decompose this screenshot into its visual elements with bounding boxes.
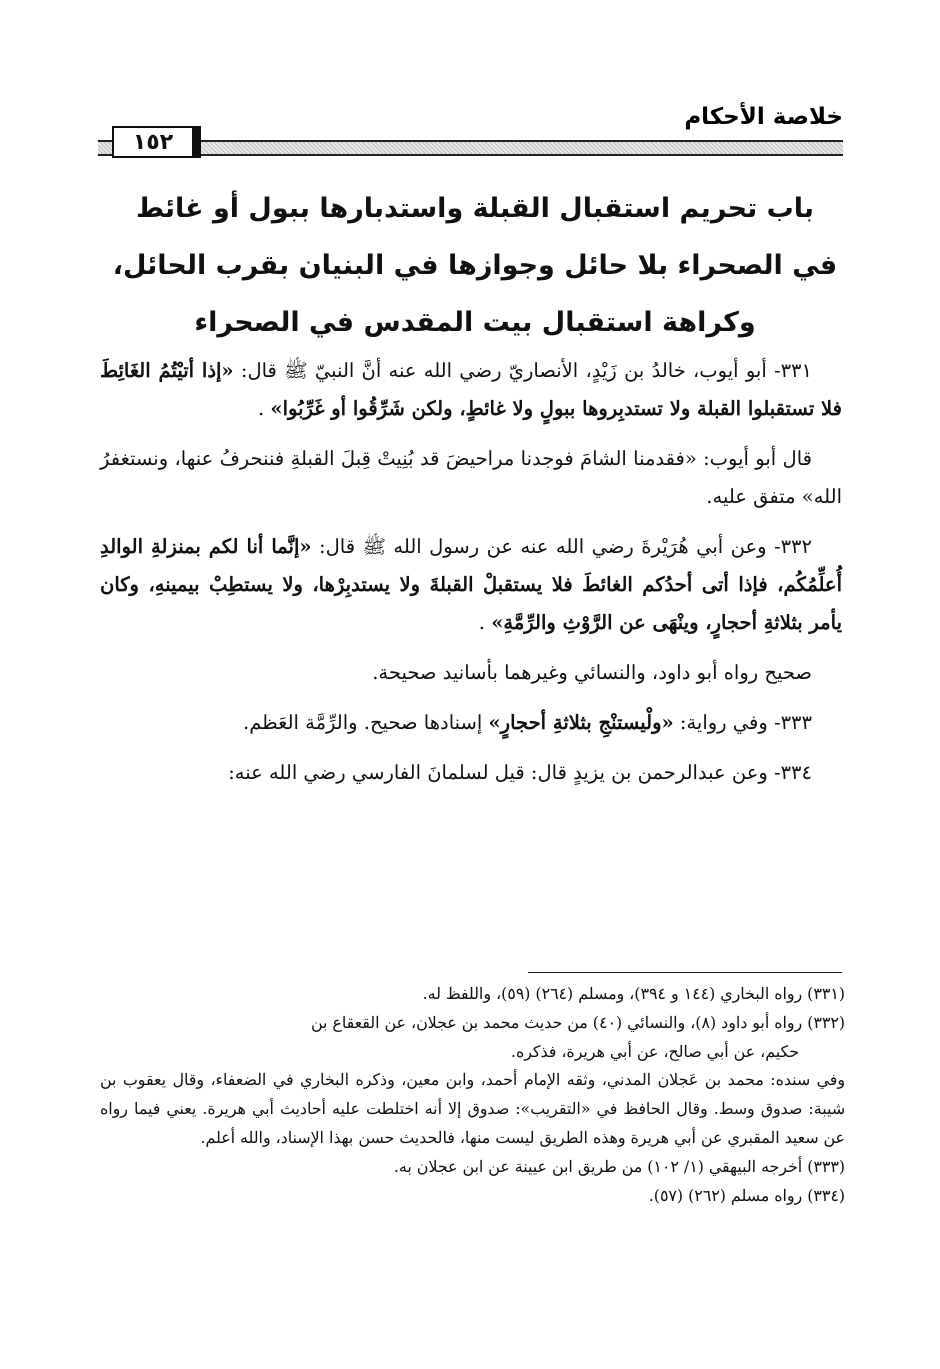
- footnote-332: (٣٣٢) رواه أبو داود (٨)، والنسائي (٤٠) من حديث محمد بن عجلان، عن القعقاع بن: [310, 1012, 845, 1032]
- hadith-332-grading: صحيح رواه أبو داود، والنسائي وغيرهما بأسانيد صحيحة.: [372, 661, 812, 684]
- hadith-intro: ٣٣٣- وفي رواية:: [679, 711, 812, 734]
- footnote-divider: [528, 972, 842, 973]
- hadith-end: .: [478, 611, 485, 634]
- hadith-331: [100, 352, 842, 428]
- hadith-334: ٣٣٤- وعن عبدالرحمن بن يزيدٍ قال: قيل لسلمانَ الفارسي رضي الله عنه:: [228, 761, 812, 784]
- hadith-end: .: [257, 397, 265, 420]
- hadith-quote: «إنَّما أنا لكم بمنزلةِ الوالدِ أُعلِّمُكُم، فإذا أتى أحدُكم الغائطَ فلا يستقبلْ القبلةَ ولا يستدبِرْها، ولا يستطِبْ بيمينهِ، وكان يأمر بثلاثةِ أحجارٍ، وينْهَى عن الرَّوْثِ والرِّمَّةِ»: [100, 535, 842, 634]
- chapter-heading: [110, 180, 840, 351]
- running-header: [98, 104, 843, 158]
- hadith-quote: «ولْيستنْجِ بثلاثةِ أحجارٍ»: [488, 711, 674, 734]
- hadith-end: إسنادها صحيح. والرِّمَّة العَظم.: [243, 711, 483, 734]
- hadith-332: [100, 528, 842, 642]
- chapter-heading-line: وكراهة استقبال بيت المقدس في الصحراء: [194, 307, 756, 338]
- page-number: ١٥٢: [112, 126, 201, 158]
- hadith-end: متفق عليه.: [706, 485, 796, 508]
- hadith-333: [100, 704, 842, 742]
- hadith-intro: ٣٣٢- وعن أبي هُرَيْرةَ رضي الله عنه عن رسول الله ﷺ قال:: [319, 535, 812, 558]
- footnote-334: (٣٣٤) رواه مسلم (٢٦٢) (٥٧).: [648, 1185, 845, 1205]
- hadith-intro: ٣٣١- أبو أيوب، خالدُ بن زَيْدٍ، الأنصاريّ رضي الله عنه أنَّ النبيّ ﷺ قال:: [240, 359, 812, 382]
- chapter-heading-line: في الصحراء بلا حائل وجوازها في البنيان بقرب الحائل،: [112, 250, 838, 281]
- header-decorative-band: [98, 140, 843, 156]
- hadith-331-continuation: [100, 440, 842, 516]
- book-title: خلاصة الأحكام: [684, 104, 843, 130]
- hadith-quote: «إذا أتيْتُمُ الغَائِطَ فلا تستقبلوا القبلة ولا تستدبِروها ببولٍ ولا غائطٍ، ولكن شَرِّقُوا أو غَرِّبُوا»: [100, 359, 842, 420]
- hadith-quote: «فقدمنا الشامَ فوجدنا مراحيضَ قد بُنِيتْ قِبلَ القبلةِ فننحرفُ عنها، ونستغفرُ الله»: [100, 447, 842, 508]
- footnotes: [100, 980, 845, 1210]
- footnote-332-commentary: وفي سنده: محمد بن عَجلان المدني، وثقه الإمام أحمد، وابن معين، وذكره البخاري في الضعفاء، وقال يعقوب بن شيبة: صدوق وسط. وقال الحافظ في «التقريب»: صدوق إلا أنه اختلطت عليه أحاديث أبي هريرة. يعني فيما رواه عن سعيد المقبري عن أبي هريرة وهذه الطريق ليست منها، فالحديث حسن بهذا الإسناد، والله أعلم.: [100, 1070, 845, 1147]
- footnote-332-continuation: حكيم، عن أبي صالح، عن أبي هريرة، فذكره.: [510, 1041, 799, 1061]
- footnote-333: (٣٣٣) أخرجه البيهقي (١/ ١٠٢) من طريق ابن عيينة عن ابن عجلان به.: [393, 1156, 845, 1176]
- footnote-331: (٣٣١) رواه البخاري (١٤٤ و ٣٩٤)، ومسلم (٢٦٤) (٥٩)، واللفظ له.: [422, 984, 845, 1003]
- chapter-heading-line: باب تحريم استقبال القبلة واستدبارها ببول أو غائط: [135, 193, 815, 224]
- main-text: [100, 352, 842, 804]
- hadith-intro: قال أبو أيوب:: [703, 447, 812, 470]
